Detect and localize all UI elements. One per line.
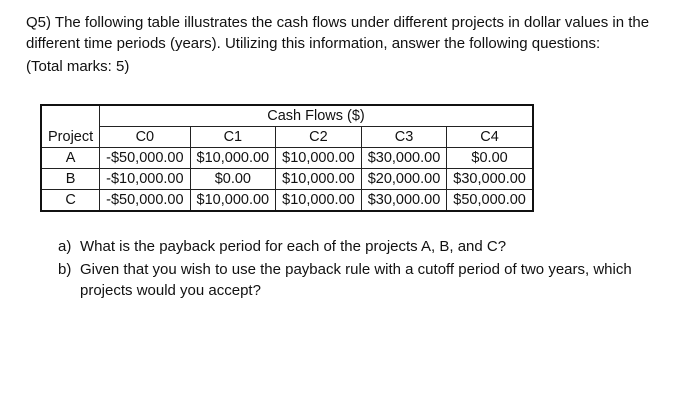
column-header-c0: C0 xyxy=(100,127,190,148)
question-prompt: Q5) The following table illustrates the cash flows under different projects in dollar values in the different time periods (years). Utilizing this information, answer the following questions: xyxy=(26,14,650,52)
sub-question-a xyxy=(58,236,688,257)
header-blank-cell xyxy=(41,105,100,127)
table-cell: $10,000.00 xyxy=(190,190,276,212)
table-cell: $10,000.00 xyxy=(276,148,362,169)
table-cell: $30,000.00 xyxy=(361,148,447,169)
table-header-row xyxy=(41,127,533,148)
table-cell: $50,000.00 xyxy=(447,190,533,212)
table-cell: $0.00 xyxy=(447,148,533,169)
table-cell: B xyxy=(41,169,100,190)
total-marks: (Total marks: 5) xyxy=(26,58,130,75)
column-header-c2: C2 xyxy=(276,127,362,148)
table-row-project-b xyxy=(41,169,533,190)
table-row-project-c xyxy=(41,190,533,212)
sub-question-list xyxy=(58,236,688,303)
column-header-project: Project xyxy=(41,127,100,148)
cash-flows-group-header: Cash Flows ($) xyxy=(100,105,533,127)
column-header-c3: C3 xyxy=(361,127,447,148)
column-header-c4: C4 xyxy=(447,127,533,148)
sub-question-b xyxy=(58,259,688,301)
sub-question-text: What is the payback period for each of the projects A, B, and C? xyxy=(80,238,507,255)
sub-question-letter: a) xyxy=(58,238,72,255)
sub-question-text: Given that you wish to use the payback rule with a cutoff period of two years, which projects would you accept? xyxy=(80,261,632,299)
table-cell: $0.00 xyxy=(190,169,276,190)
table-cell: A xyxy=(41,148,100,169)
table-cell: -$50,000.00 xyxy=(100,190,190,212)
table-cell: $10,000.00 xyxy=(276,190,362,212)
table-cell: $10,000.00 xyxy=(276,169,362,190)
question-intro xyxy=(26,12,696,77)
table-cell: $10,000.00 xyxy=(190,148,276,169)
table-cell: $30,000.00 xyxy=(361,190,447,212)
table-cell: -$10,000.00 xyxy=(100,169,190,190)
table-cell: C xyxy=(41,190,100,212)
cash-flows-table xyxy=(40,104,534,212)
table-cell: $20,000.00 xyxy=(361,169,447,190)
table-group-header-row xyxy=(41,105,533,127)
table-row-project-a xyxy=(41,148,533,169)
column-header-c1: C1 xyxy=(190,127,276,148)
table-cell: -$50,000.00 xyxy=(100,148,190,169)
sub-question-letter: b) xyxy=(58,261,72,278)
table-cell: $30,000.00 xyxy=(447,169,533,190)
